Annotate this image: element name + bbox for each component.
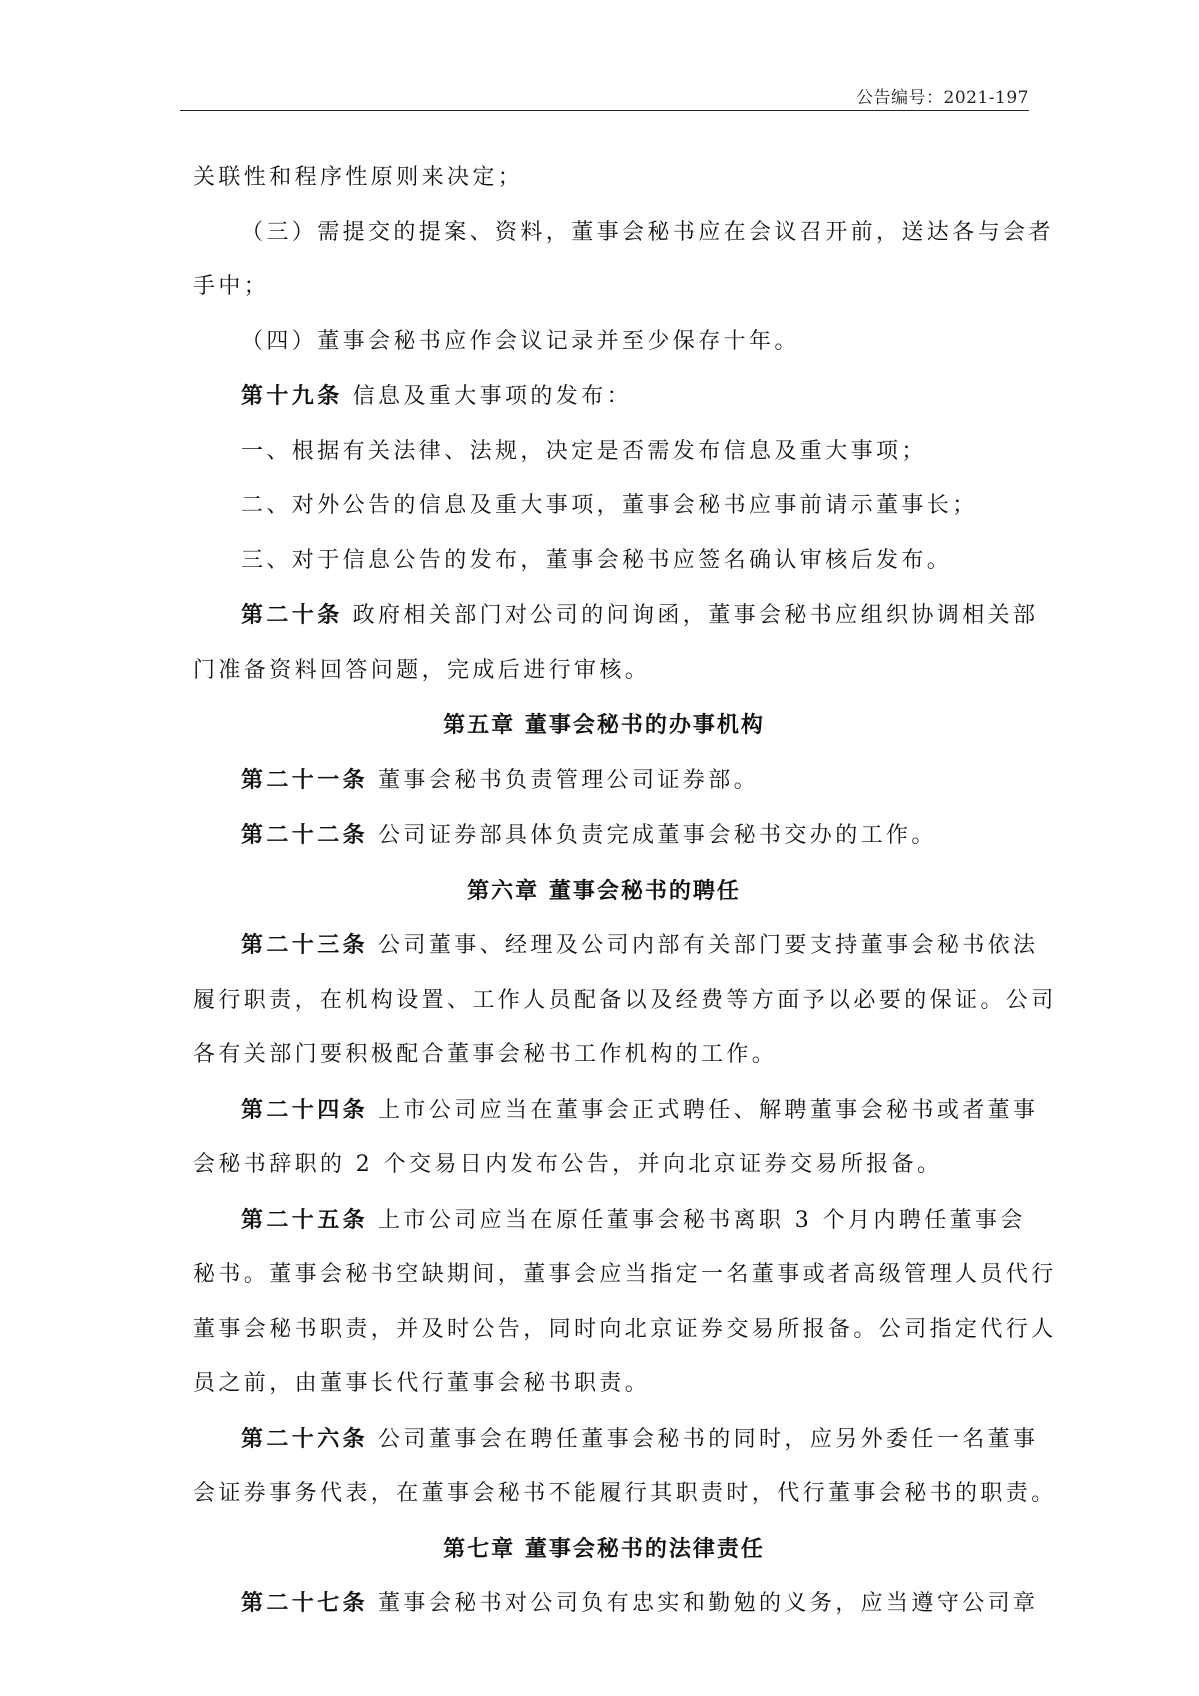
- article-text: 董事会秘书对公司负有忠实和勤勉的义务，应当遵守公司章: [378, 1591, 1039, 1616]
- article-21: [193, 753, 1015, 809]
- paragraph-line: 秘书。董事会秘书空缺期间，董事会应当指定一名董事或者高级管理人员代行: [193, 1262, 1057, 1287]
- article-text: 公司证券部具体负责完成董事会秘书交办的工作。: [378, 823, 937, 848]
- article-19: [193, 369, 1015, 425]
- article-text: 公司董事、经理及公司内部有关部门要支持董事会秘书依法: [378, 933, 1039, 958]
- article-text: 董事会秘书负责管理公司证券部。: [378, 767, 760, 793]
- paragraph-line: 关联性和程序性原则来决定；: [193, 165, 524, 190]
- article-text: 上市公司应当在原任董事会秘书离职 3 个月内聘任董事会: [378, 1207, 1026, 1233]
- paragraph-line: 三、对于信息公告的发布，董事会秘书应签名确认审核后发布。: [241, 547, 953, 573]
- paragraph-line: 手中；: [193, 274, 270, 299]
- article-20: [193, 588, 1039, 644]
- paragraph-line: （四）董事会秘书应作会议记录并至少保存十年。: [241, 328, 800, 354]
- paragraph-line: 会证券事务代表，在董事会秘书不能履行其职责时，代行董事会秘书的职责。: [193, 1481, 1057, 1506]
- article-25: [193, 1193, 1026, 1249]
- article-number: 第二十六条: [241, 1425, 369, 1452]
- paragraph-line: 履行职责，在机构设置、工作人员配备以及经费等方面予以必要的保证。公司: [193, 987, 1057, 1013]
- notice-number: 公告编号：2021-197: [856, 88, 1029, 108]
- chapter-6-heading: 第六章 董事会秘书的聘任: [467, 877, 741, 904]
- article-number: 第二十三条: [241, 932, 369, 958]
- article-number: 第二十一条: [241, 766, 369, 793]
- article-number: 第二十五条: [241, 1206, 369, 1233]
- article-number: 第二十条: [241, 602, 343, 628]
- paragraph-line: （三）需提交的提案、资料，董事会秘书应在会议召开前，送达各与会者: [241, 219, 1054, 245]
- chapter-5-heading: 第五章 董事会秘书的办事机构: [443, 712, 765, 738]
- article-number: 第二十二条: [241, 822, 369, 848]
- article-23: [193, 918, 1039, 974]
- article-text: 信息及重大事项的发布：: [352, 384, 633, 409]
- article-number: 第十九条: [241, 383, 343, 409]
- paragraph-line: 各有关部门要积极配合董事会秘书工作机构的工作。: [193, 1042, 778, 1067]
- paragraph-line: 董事会秘书职责，并及时公告，同时向北京证券交易所报备。公司指定代行人: [193, 1316, 1057, 1342]
- document-body: [193, 151, 1057, 1632]
- article-text: 政府相关部门对公司的问询函，董事会秘书应组织协调相关部: [352, 603, 1039, 628]
- paragraph-line: 门准备资料回答问题，完成后进行审核。: [193, 657, 651, 683]
- article-26: [193, 1412, 1039, 1468]
- article-27: [193, 1576, 1039, 1632]
- header-divider: [180, 110, 1029, 111]
- chapter-7-heading: 第七章 董事会秘书的法律责任: [443, 1535, 765, 1562]
- article-24: [193, 1083, 1039, 1139]
- article-22: [193, 808, 1015, 864]
- paragraph-line: 会秘书辞职的 2 个交易日内发布公告，并向北京证券交易所报备。: [193, 1152, 943, 1177]
- article-text: 公司董事会在聘任董事会秘书的同时，应另外委任一名董事: [378, 1426, 1039, 1452]
- article-number: 第二十四条: [241, 1096, 369, 1123]
- article-number: 第二十七条: [241, 1590, 369, 1616]
- paragraph-line: 一、根据有关法律、法规，决定是否需发布信息及重大事项；: [241, 438, 927, 464]
- paragraph-line: 员之前，由董事长代行董事会秘书职责。: [193, 1371, 651, 1396]
- article-text: 上市公司应当在董事会正式聘任、解聘董事会秘书或者董事: [378, 1097, 1039, 1123]
- paragraph-line: 二、对外公告的信息及重大事项，董事会秘书应事前请示董事长；: [241, 493, 978, 518]
